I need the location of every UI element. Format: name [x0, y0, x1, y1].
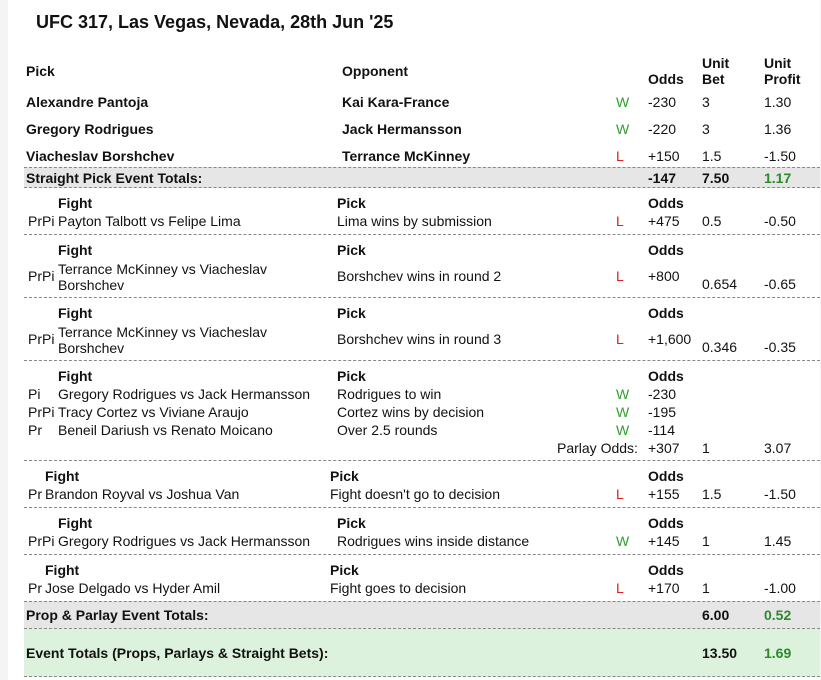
prop-bet: 0.346	[702, 339, 738, 355]
straight-profit: 1.30	[764, 94, 792, 110]
prop-odds: +170	[648, 580, 680, 596]
parlay-fight: Beneil Dariush vs Renato Moicano	[58, 422, 273, 438]
bet-type: Pr	[28, 486, 42, 502]
straight-opponent: Jack Hermansson	[342, 121, 462, 137]
prop-bet: 1.5	[702, 486, 722, 502]
result-badge: L	[616, 580, 624, 596]
prop-header-pick: Pick	[337, 305, 366, 321]
prop-fight: Terrance McKinney vs Viacheslav Borshchev	[58, 324, 268, 356]
parlay-pick: Rodrigues to win	[337, 386, 442, 402]
divider	[24, 297, 820, 298]
straight-pick: Viacheslav Borshchev	[26, 148, 175, 164]
result-badge: W	[616, 121, 630, 137]
prop-header-pick: Pick	[330, 562, 359, 578]
prop-header-odds: Odds	[648, 195, 684, 211]
divider	[24, 460, 820, 461]
result-badge: W	[616, 533, 630, 549]
parlay-fight: Gregory Rodrigues vs Jack Hermansson	[58, 386, 311, 402]
straight-totals-profit: 1.17	[764, 170, 792, 186]
straight-bet: 3	[702, 94, 710, 110]
prop-odds: +475	[648, 213, 680, 229]
result-badge: L	[616, 213, 624, 229]
event-totals-profit: 1.69	[764, 645, 792, 661]
prop-header-pick: Pick	[337, 242, 366, 258]
straight-bet: 1.5	[702, 148, 722, 164]
prop-totals-label: Prop & Parlay Event Totals:	[26, 607, 209, 623]
straight-opponent: Terrance McKinney	[342, 148, 471, 164]
result-badge: W	[616, 422, 630, 438]
col-header-pick: Pick	[26, 63, 55, 79]
parlay-odds: -114	[648, 422, 675, 438]
prop-header-fight: Fight	[45, 562, 80, 578]
bet-type: PrPi	[28, 331, 55, 347]
parlay-total-odds: +307	[648, 440, 680, 456]
prop-fight: Payton Talbott vs Felipe Lima	[58, 213, 241, 229]
prop-profit: 1.45	[764, 533, 792, 549]
event-totals-bet: 13.50	[702, 645, 738, 661]
result-badge: L	[616, 148, 624, 164]
straight-profit: 1.36	[764, 121, 792, 137]
prop-bet: 0.654	[702, 276, 738, 292]
result-badge: L	[616, 268, 624, 284]
straight-totals-bet: 7.50	[702, 170, 730, 186]
straight-pick: Gregory Rodrigues	[26, 121, 154, 137]
prop-profit: -0.50	[764, 213, 796, 229]
prop-header-odds: Odds	[648, 468, 684, 484]
result-badge: L	[616, 331, 624, 347]
page-title: UFC 317, Las Vegas, Nevada, 28th Jun '25	[36, 12, 394, 32]
prop-pick: Lima wins by submission	[337, 213, 492, 229]
divider	[24, 234, 820, 235]
result-badge: W	[616, 404, 630, 420]
event-totals-label: Event Totals (Props, Parlays & Straight Bets):	[26, 645, 329, 661]
prop-odds: +145	[648, 533, 680, 549]
prop-header-pick: Pick	[330, 468, 359, 484]
parlay-bet: 1	[702, 440, 710, 456]
result-badge: W	[616, 94, 630, 110]
divider	[24, 360, 820, 361]
prop-header-pick: Pick	[337, 195, 366, 211]
prop-profit: -0.35	[764, 339, 796, 355]
straight-pick: Alexandre Pantoja	[26, 94, 149, 110]
prop-header-odds: Odds	[648, 305, 684, 321]
prop-totals-bet: 6.00	[702, 607, 730, 623]
result-badge: W	[616, 386, 630, 402]
prop-bet: 1	[702, 580, 710, 596]
prop-header-fight: Fight	[58, 305, 93, 321]
straight-totals-odds: -147	[648, 170, 677, 186]
divider	[24, 554, 820, 555]
prop-pick: Rodrigues wins inside distance	[337, 533, 530, 549]
prop-fight: Brandon Royval vs Joshua Van	[45, 486, 240, 502]
straight-profit: -1.50	[764, 148, 796, 164]
bet-type: PrPi	[28, 213, 55, 229]
parlay-header-pick: Pick	[337, 368, 366, 384]
bet-type: PrPi	[28, 404, 55, 420]
prop-odds: +800	[648, 268, 680, 284]
straight-odds: +150	[648, 148, 680, 164]
bet-type: Pr	[28, 422, 42, 438]
straight-odds: -220	[648, 121, 677, 137]
bet-type: PrPi	[28, 533, 55, 549]
prop-header-odds: Odds	[648, 515, 684, 531]
bet-type: Pi	[28, 386, 41, 402]
result-badge: L	[616, 486, 624, 502]
parlay-pick: Over 2.5 rounds	[337, 422, 438, 438]
results-card	[8, 0, 820, 680]
prop-fight: Terrance McKinney vs Viacheslav Borshchev	[58, 261, 268, 293]
prop-odds: +1,600	[648, 331, 692, 347]
prop-bet: 1	[702, 533, 710, 549]
parlay-pick: Cortez wins by decision	[337, 404, 485, 420]
prop-header-odds: Odds	[648, 562, 684, 578]
prop-pick: Fight goes to decision	[330, 580, 467, 596]
prop-header-fight: Fight	[58, 195, 93, 211]
parlay-odds: -195	[648, 404, 677, 420]
prop-fight: Gregory Rodrigues vs Jack Hermansson	[58, 533, 311, 549]
divider	[24, 507, 820, 508]
prop-profit: -1.00	[764, 580, 796, 596]
prop-bet: 0.5	[702, 213, 722, 229]
bet-type: PrPi	[28, 268, 55, 284]
straight-bet: 3	[702, 121, 710, 137]
straight-opponent: Kai Kara-France	[342, 94, 450, 110]
prop-header-fight: Fight	[58, 515, 93, 531]
prop-pick: Borshchev wins in round 2	[337, 268, 502, 284]
prop-odds: +155	[648, 486, 680, 502]
col-header-unit-bet: Unit Bet	[702, 55, 730, 87]
parlay-header-fight: Fight	[58, 368, 93, 384]
parlay-profit: 3.07	[764, 440, 792, 456]
prop-pick: Borshchev wins in round 3	[337, 331, 502, 347]
parlay-header-odds: Odds	[648, 368, 684, 384]
prop-header-fight: Fight	[58, 242, 93, 258]
col-header-unit-profit: Unit Profit	[764, 55, 801, 87]
col-header-odds: Odds	[648, 71, 684, 87]
col-header-opponent: Opponent	[342, 63, 409, 79]
bet-type: Pr	[28, 580, 42, 596]
prop-pick: Fight doesn't go to decision	[330, 486, 501, 502]
prop-header-pick: Pick	[337, 515, 366, 531]
parlay-fight: Tracy Cortez vs Viviane Araujo	[58, 404, 249, 420]
prop-totals-profit: 0.52	[764, 607, 792, 623]
parlay-odds: -230	[648, 386, 677, 402]
prop-profit: -0.65	[764, 276, 796, 292]
prop-fight: Jose Delgado vs Hyder Amil	[45, 580, 221, 596]
straight-totals-label: Straight Pick Event Totals:	[26, 170, 203, 186]
prop-header-fight: Fight	[45, 468, 80, 484]
parlay-odds-label: Parlay Odds:	[557, 440, 638, 456]
prop-profit: -1.50	[764, 486, 796, 502]
straight-odds: -230	[648, 94, 677, 110]
prop-header-odds: Odds	[648, 242, 684, 258]
